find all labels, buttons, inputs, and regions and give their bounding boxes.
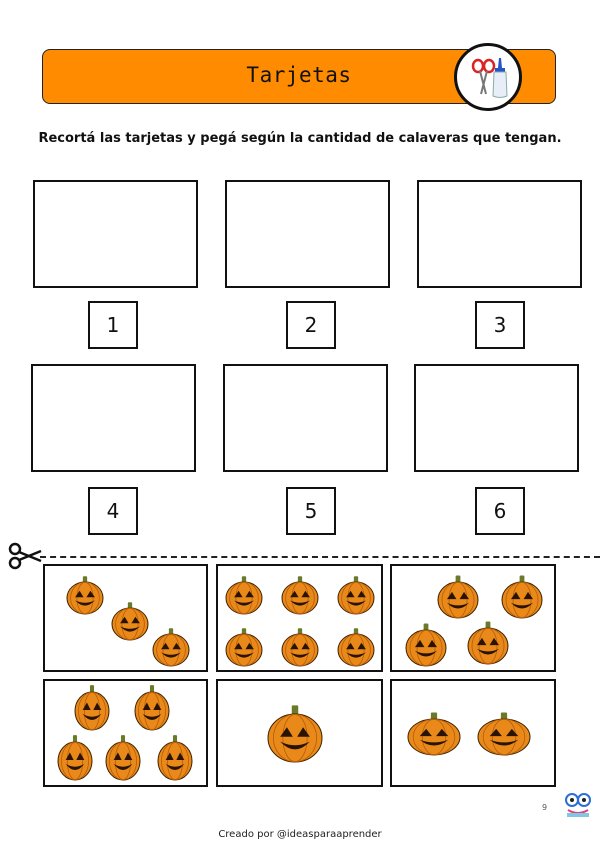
pumpkin-icon [106,735,140,780]
card-slot-5[interactable] [223,364,388,472]
pumpkin-icon [226,628,262,666]
page-number: 9 [542,803,548,812]
pumpkin-icon [408,713,460,755]
pumpkin-card-three[interactable] [43,564,208,672]
instruction-text: Recortá las tarjetas y pegá según la cantidad de calaveras que tengan. [38,131,562,146]
cut-line [40,556,600,558]
pumpkin-icon [67,576,103,614]
footer-credit: Creado por @ideasparaaprender [218,829,382,840]
number-label-2: 2 [286,301,336,349]
pumpkin-icon [282,628,318,666]
pumpkin-card-two[interactable] [390,679,556,787]
card-slot-1[interactable] [33,180,198,288]
number-label-6: 6 [475,487,525,535]
scissors-cut-icon [8,542,42,574]
pumpkin-icon [226,576,262,614]
pumpkin-icon [406,624,446,666]
pumpkin-icon [502,576,542,618]
pumpkin-icon [338,628,374,666]
number-label-1: 1 [88,301,138,349]
pumpkin-icon [282,576,318,614]
page-title: Tarjetas [246,63,352,87]
number-label-3: 3 [475,301,525,349]
number-label-5: 5 [286,487,336,535]
pumpkin-icon [158,735,192,780]
card-slot-2[interactable] [225,180,390,288]
pumpkin-card-four[interactable] [390,564,556,672]
tools-badge [454,43,522,111]
pumpkin-icon [135,685,169,730]
pumpkin-icon [338,576,374,614]
pumpkin-card-one[interactable] [216,679,383,787]
scissors-icon [473,60,494,94]
glue-icon [493,58,507,98]
pumpkin-icon [438,576,478,618]
pumpkin-icon [58,735,92,780]
number-label-4: 4 [88,487,138,535]
brand-logo [562,788,594,824]
pumpkin-card-five[interactable] [43,679,208,787]
pumpkin-icon [75,685,109,730]
card-slot-4[interactable] [31,364,196,472]
pumpkin-icon [153,628,189,666]
pumpkin-icon [268,705,322,762]
pumpkin-card-six[interactable] [216,564,383,672]
pumpkin-icon [478,713,530,755]
card-slot-6[interactable] [414,364,579,472]
pumpkin-icon [468,622,508,664]
pumpkin-icon [112,602,148,640]
card-slot-3[interactable] [417,180,582,288]
